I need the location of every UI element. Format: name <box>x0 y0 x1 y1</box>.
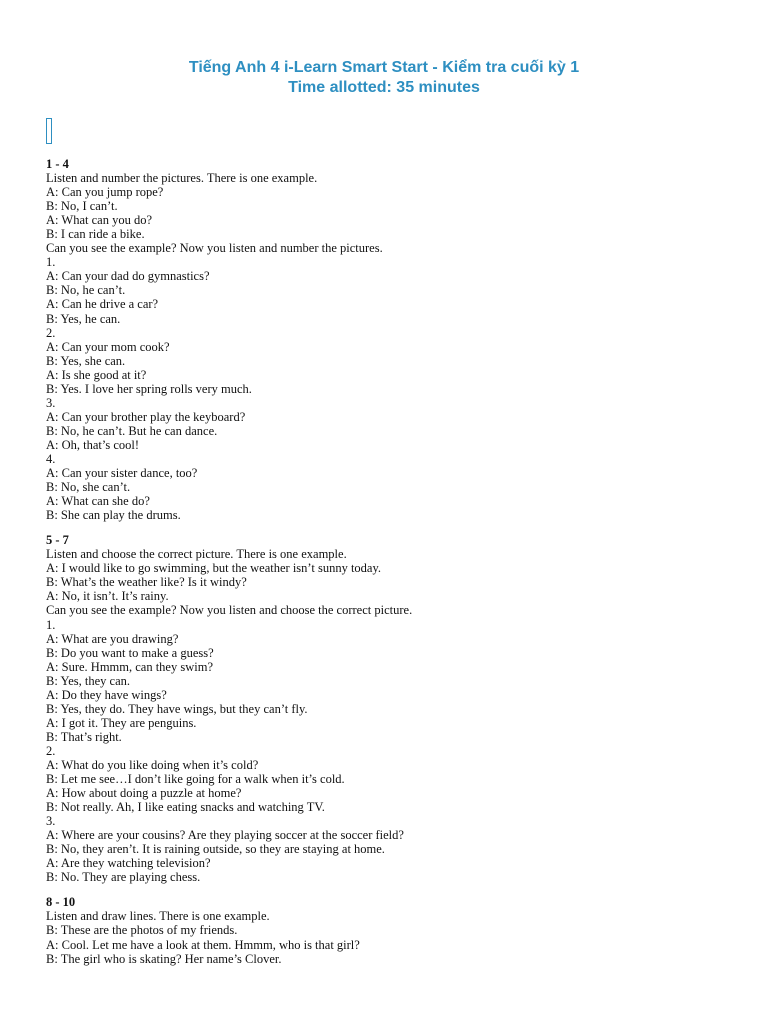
text-line: A: Can your brother play the keyboard? <box>46 409 246 424</box>
text-line: A: Oh, that’s cool! <box>46 437 140 452</box>
section-1 <box>46 157 746 522</box>
text-line: B: No, he can’t. <box>46 283 126 298</box>
section-2 <box>46 533 746 884</box>
text-line: B: Do you want to make a guess? <box>46 645 214 660</box>
text-line: B: Yes, he can. <box>46 311 121 326</box>
text-line: B: No, I can’t. <box>46 199 118 214</box>
document-body <box>46 157 746 977</box>
text-line: 1. <box>46 617 56 632</box>
text-line: A: Can your mom cook? <box>46 339 170 354</box>
text-line: 2. <box>46 743 56 758</box>
text-line: 4. <box>46 451 56 466</box>
text-line: B: Yes, she can. <box>46 353 126 368</box>
text-line: A: No, it isn’t. It’s rainy. <box>46 589 169 604</box>
text-line: B: No, she can’t. <box>46 480 131 495</box>
text-line: A: What can she do? <box>46 494 150 509</box>
text-line: A: Are they watching television? <box>46 856 211 871</box>
document-title: Tiếng Anh 4 i-Learn Smart Start - Kiểm tra cuối kỳ 1 <box>188 59 580 76</box>
text-line: Listen and choose the correct picture. There is one example. <box>46 547 347 562</box>
text-line: Listen and number the pictures. There is one example. <box>46 171 318 186</box>
text-line: B: Yes. I love her spring rolls very much. <box>46 381 252 396</box>
text-line: B: She can play the drums. <box>46 508 181 523</box>
text-line: A: How about doing a puzzle at home? <box>46 786 242 801</box>
text-line: A: Is she good at it? <box>46 367 147 382</box>
text-line: Can you see the example? Now you listen and number the pictures. <box>46 241 383 256</box>
text-line: B: Not really. Ah, I like eating snacks and watching TV. <box>46 800 325 815</box>
text-line: B: The girl who is skating? Her name’s Clover. <box>46 951 282 966</box>
text-line: 3. <box>46 814 56 829</box>
text-line: B: These are the photos of my friends. <box>46 923 238 938</box>
text-line: Listen and draw lines. There is one example. <box>46 909 270 924</box>
text-line: A: Sure. Hmmm, can they swim? <box>46 659 213 674</box>
section-title: 1 - 4 <box>46 157 69 171</box>
text-line: B: What’s the weather like? Is it windy? <box>46 575 247 590</box>
text-line: A: Can you jump rope? <box>46 185 164 200</box>
text-line: A: I got it. They are penguins. <box>46 715 197 730</box>
text-line: 3. <box>46 395 56 410</box>
text-line: A: Can your dad do gymnastics? <box>46 269 210 284</box>
text-line: Can you see the example? Now you listen and choose the correct picture. <box>46 603 413 618</box>
section-title: 8 - 10 <box>46 895 76 910</box>
text-line: B: No. They are playing chess. <box>46 870 201 885</box>
text-line: A: What are you drawing? <box>46 631 179 646</box>
text-line: A: Do they have wings? <box>46 687 167 702</box>
text-line: A: Cool. Let me have a look at them. Hmmm, who is that girl? <box>46 937 360 952</box>
text-line: A: Can he drive a car? <box>46 297 159 312</box>
text-line: A: I would like to go swimming, but the weather isn’t sunny today. <box>46 561 382 576</box>
text-line: B: No, he can’t. But he can dance. <box>46 423 218 438</box>
text-line: A: Where are your cousins? Are they playing soccer at the soccer field? <box>46 828 404 843</box>
text-line: B: Yes, they do. They have wings, but they can’t fly. <box>46 701 308 716</box>
text-line: B: Let me see…I don’t like going for a walk when it’s cold. <box>46 772 345 787</box>
text-line: B: Yes, they can. <box>46 673 131 688</box>
text-line: B: That’s right. <box>46 729 122 744</box>
document-header <box>0 58 768 98</box>
text-line: A: What do you like doing when it’s cold? <box>46 757 259 772</box>
text-line: B: I can ride a bike. <box>46 227 145 242</box>
document-subtitle: Time allotted: 35 minutes <box>288 79 480 96</box>
text-line: A: What can you do? <box>46 213 152 228</box>
text-line: B: No, they aren’t. It is raining outside, so they are staying at home. <box>46 842 385 857</box>
section-3 <box>46 895 746 965</box>
section-title: 5 - 7 <box>46 533 69 548</box>
text-line: 1. <box>46 255 56 270</box>
text-line: 2. <box>46 325 56 340</box>
text-cursor-box[interactable] <box>46 118 52 144</box>
text-line: A: Can your sister dance, too? <box>46 466 198 481</box>
